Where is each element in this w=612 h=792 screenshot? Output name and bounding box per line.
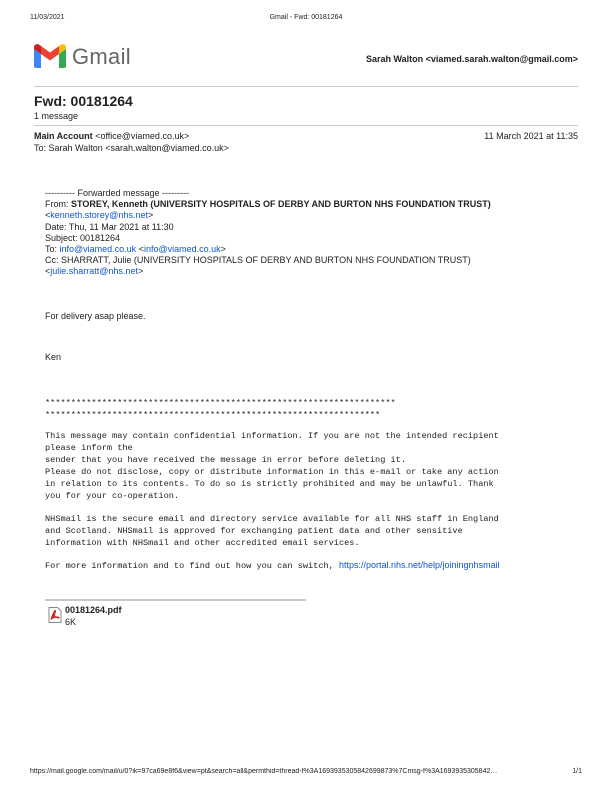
- header-divider: [34, 86, 578, 87]
- cc-email-link[interactable]: julie.sharratt@nhs.net: [50, 266, 138, 277]
- message-recipient: To: Sarah Walton <sarah.walton@viamed.co.uk>: [34, 143, 229, 153]
- cc-email-close: >: [137, 266, 144, 277]
- forwarded-marker: ---------- Forwarded message ---------: [45, 188, 189, 198]
- forwarded-block: [45, 188, 575, 278]
- confidential-line-5: in relation to its contents. To do so is strictly prohibited and may be unlawful. Thank: [45, 479, 494, 489]
- pdf-icon[interactable]: [48, 607, 62, 623]
- confidential-line-6: you for your co-operation.: [45, 491, 180, 501]
- message-count: 1 message: [34, 111, 79, 121]
- to-email-open: <: [136, 244, 144, 255]
- body-signoff: Ken: [45, 352, 62, 362]
- cc-email-open: <: [45, 266, 51, 277]
- sender-email: <office@viamed.co.uk>: [95, 131, 190, 141]
- confidential-line-1: This message may contain confidential information. If you are not the intended recipient: [45, 431, 499, 441]
- print-date: 11/03/2021: [30, 14, 65, 21]
- from-email-open: <: [45, 210, 51, 221]
- subject-divider: [34, 125, 578, 126]
- forwarded-cc: Cc: SHARRATT, Julie (UNIVERSITY HOSPITALS OF DERBY AND BURTON NHS FOUNDATION TRUST): [45, 255, 471, 266]
- message-date: 11 March 2021 at 11:35: [484, 131, 578, 141]
- confidential-line-2: please inform the: [45, 443, 133, 453]
- attachment-divider: [45, 599, 306, 601]
- to-label: To:: [45, 244, 60, 255]
- thread-subject: Fwd: 00181264: [34, 93, 133, 109]
- forwarded-date: Date: Thu, 11 Mar 2021 at 11:30: [45, 221, 174, 232]
- body-request: For delivery asap please.: [45, 311, 146, 321]
- print-title: Gmail - Fwd: 00181264: [269, 14, 343, 21]
- attachment-name[interactable]: 00181264.pdf: [65, 605, 122, 615]
- from-email-close: >: [147, 210, 154, 221]
- more-info-line: [45, 559, 575, 572]
- to-email-link-2[interactable]: info@viamed.co.uk: [143, 244, 221, 255]
- account-name: Sarah Walton <viamed.sarah.walton@gmail.com>: [365, 54, 578, 64]
- disclaimer-stars-2: *****************************************************************: [45, 410, 381, 420]
- nhsmail-help-link[interactable]: https://portal.nhs.net/help/joiningnhsmail: [338, 560, 500, 570]
- confidential-line-4: Please do not disclose, copy or distribute information in this e-mail or take any action: [45, 467, 499, 477]
- from-label: From:: [45, 199, 71, 210]
- more-info-text: For more information and to find out how you can switch,: [45, 561, 339, 571]
- forwarded-from-email: [45, 210, 575, 221]
- nhsmail-line-3: information with NHSmail and other accredited email services.: [45, 538, 360, 548]
- forwarded-to: [45, 244, 575, 255]
- attachment-size: 6K: [65, 617, 77, 627]
- from-name: STOREY, Kenneth (UNIVERSITY HOSPITALS OF DERBY AND BURTON NHS FOUNDATION TRUST): [71, 199, 491, 210]
- nhsmail-line-2: and Scotland. NHSmail is approved for exchanging patient data and other sensitive: [45, 526, 463, 536]
- nhsmail-line-1: NHSmail is the secure email and directory service available for all NHS staff in England: [45, 514, 499, 524]
- disclaimer: [45, 397, 575, 572]
- gmail-logo-icon[interactable]: [34, 44, 66, 70]
- confidential-line-3: sender that you have received the message in error before deleting it.: [45, 455, 406, 465]
- forwarded-from: [45, 199, 575, 210]
- gmail-wordmark: Gmail: [72, 44, 131, 69]
- print-footer-url: https://mail.google.com/mail/u/0?ik=97ca69e8f6&view=pt&search=all&permthid=thread-f%3A1693935305842699873%7Cmsg-f%3A1693935305842…: [30, 768, 498, 775]
- forwarded-cc-email: [45, 266, 575, 277]
- from-email-link[interactable]: kenneth.storey@nhs.net: [50, 210, 148, 221]
- to-email-close: >: [220, 244, 226, 255]
- to-email-link[interactable]: info@viamed.co.uk: [59, 244, 137, 255]
- print-footer-page: 1/1: [572, 768, 582, 775]
- forwarded-subject: Subject: 00181264: [45, 232, 121, 243]
- disclaimer-stars-1: ********************************************************************: [45, 398, 396, 408]
- sender-name: Main Account: [34, 131, 93, 141]
- message-sender: [34, 131, 189, 141]
